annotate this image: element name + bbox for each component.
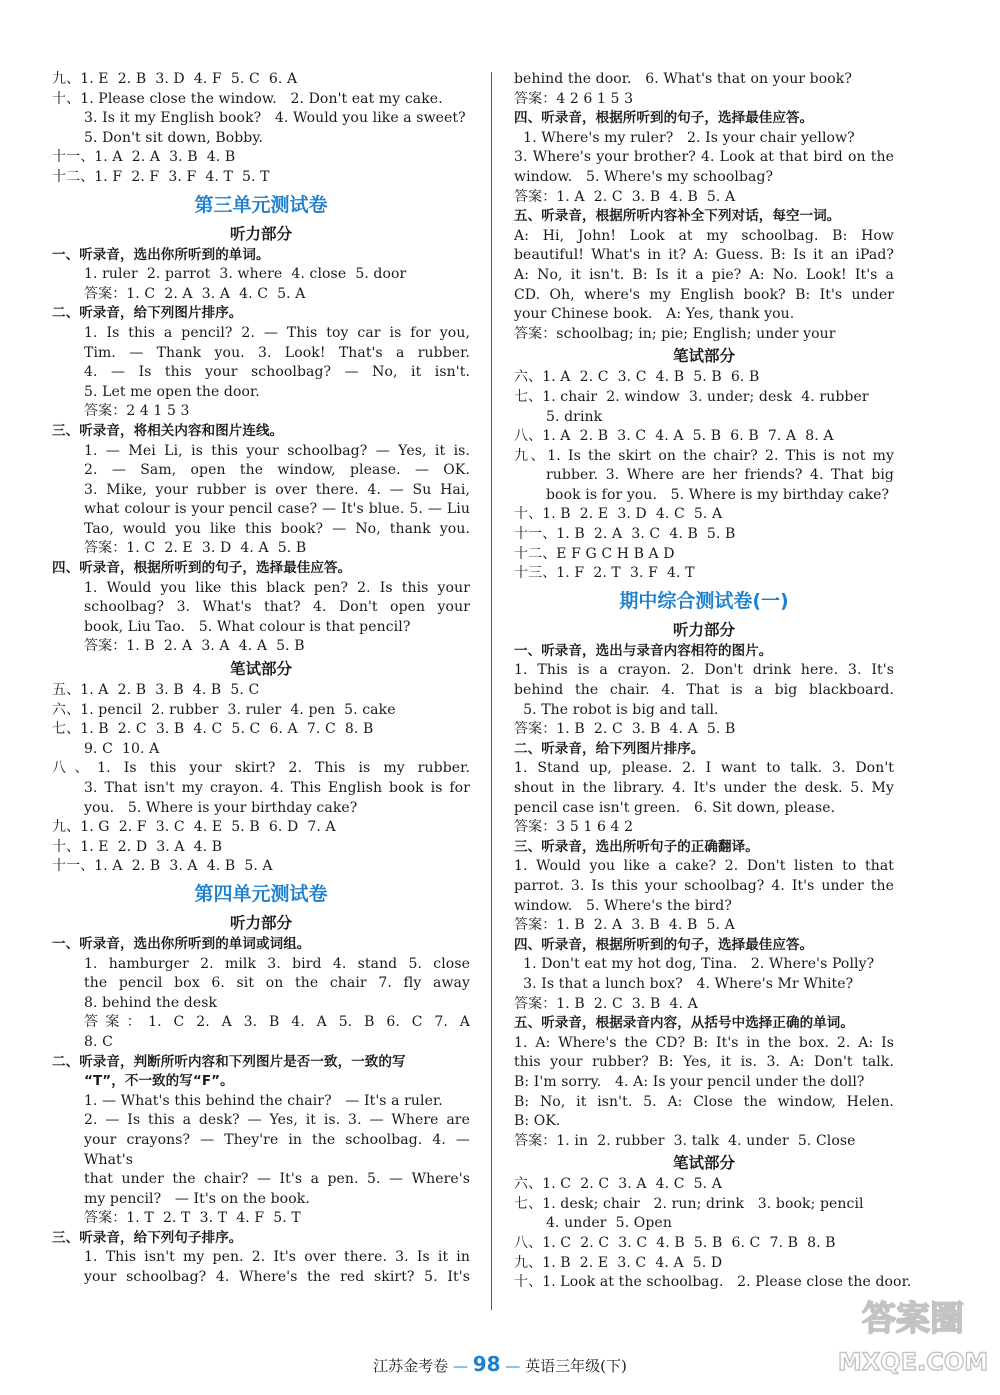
question-heading: 二、听录音，给下列图片排序。 [514,740,705,757]
section-subheading: 笔试部分 [672,347,735,366]
column-divider [491,72,492,1310]
answer-line: 九、1. G 2. F 3. C 4. E 5. B 6. D 7. A [52,819,336,836]
section-subheading: 笔试部分 [229,660,292,679]
answer-line: 答案：1. A 2. C 3. B 4. B 5. A [514,188,736,205]
answer-line: 十、1. Look at the schoolbag. 2. Please close the door. [514,1274,912,1291]
answer-line: 1. — What's this behind the chair? — It's a ruler. [84,1092,443,1109]
answer-line: 1. Would you like a cake? 2. Don't listen to that [514,858,894,875]
answer-line: 1. A: Where's the CD? B: It's in the box. 2. A: Is [514,1034,894,1051]
question-heading: 四、听录音，根据所听到的句子，选择最佳应答。 [514,936,814,953]
answer-line: 十、1. B 2. E 3. D 4. C 5. A [514,506,723,523]
answer-line: 5. Let me open the door. [84,383,260,400]
answer-line: behind the chair. 4. That is a big blackboard. [514,682,894,699]
answer-line: A: Hi, John! Look at my schoolbag. B: How [514,227,894,244]
answer-line: 八、1. A 2. B 3. C 4. A 5. B 6. B 7. A 8. A [514,428,834,445]
question-heading: 三、听录音，给下列句子排序。 [52,1229,243,1246]
section-title: 期中综合测试卷(一) [619,589,789,612]
answer-line: 十二、1. F 2. F 3. F 4. T 5. T [52,168,270,185]
page-number: 98 [472,1352,501,1376]
answer-line: 3. Where's your brother? 4. Look at that bird on the [514,149,894,166]
answer-line: 1. Don't eat my hot dog, Tina. 2. Where's Polly? [514,956,875,973]
answer-line: 答案：2 4 1 5 3 [84,403,190,420]
answer-line: parrot. 3. Is this your schoolbag? 4. It's under the [514,877,894,894]
question-heading: 五、听录音，根据录音内容，从括号中选择正确的单词。 [514,1015,854,1032]
answer-line: 4. — Is this your schoolbag? — No, it isn't. [84,364,470,381]
question-heading: 三、听录音，将相关内容和图片连线。 [52,422,284,439]
answer-line: the pencil box 6. sit on the chair 7. fly away [84,975,470,992]
answer-line: 答案：1. C 2. A 3. A 4. C 5. A [84,285,306,302]
answer-line: 5. Don't sit down, Bobby. [84,129,264,146]
answer-line: 答案：4 2 6 1 5 3 [514,90,634,107]
answer-line: 七、1. desk; chair 2. run; drink 3. book; pencil [514,1195,864,1212]
answer-line: that under the chair? — It's a pen. 5. — Where's [84,1171,470,1188]
section-subheading: 听力部分 [229,913,292,932]
answer-line: 2. — Is this a desk? — Yes, it is. 3. — Where are [84,1112,470,1129]
answer-line: 六、1. C 2. C 3. A 4. C 5. A [514,1176,722,1193]
section-title: 第四单元测试卷 [194,882,328,905]
watermark-logo [838,1285,988,1385]
answer-line: 答案：1. B 2. A 3. B 4. B 5. A [514,917,735,934]
answer-line: 十一、1. A 2. B 3. A 4. B 5. A [52,858,273,875]
watermark-cn: 答案圈 [862,1299,964,1339]
answer-line: pencil case isn't green. 6. Sit down, please. [514,799,836,816]
right-column [514,70,912,1293]
answer-line: your schoolbag? 4. Where's the red skirt? 5. It's [84,1269,470,1286]
answer-line: 9. C 10. A [84,740,160,757]
question-heading: 一、听录音，选出你所听到的单词或词组。 [52,935,311,952]
answer-line: 3. That isn't my crayon. 4. This English book is for [84,780,470,796]
answer-line: 九、1. Is the skirt on the chair? 2. This is not my [514,447,894,464]
answer-line: 答案：1. B 2. C 3. B 4. A 5. B [514,721,736,738]
answer-line: my pencil? — It's on the book. [84,1190,310,1207]
answer-line: 七、1. B 2. C 3. B 4. C 5. C 6. A 7. C 8. B [52,721,374,738]
section-title: 第三单元测试卷 [194,193,328,216]
answer-line: 答案：1. B 2. A 3. A 4. A 5. B [84,638,305,655]
question-heading: 四、听录音，根据所听到的句子，选择最佳应答。 [514,110,814,127]
answer-line: 3. Mike, your rubber is over there. 4. — Su Hai, [84,481,470,498]
answer-line: 1. — Mei Li, is this your schoolbag? — Yes, it is. [84,442,470,459]
answer-line: 答案：1. T 2. T 3. T 4. F 5. T [84,1210,301,1227]
grade-label: 英语三年级(下) [525,1357,627,1375]
answer-line: behind the door. 6. What's that on your book? [514,71,852,87]
answer-line: 答案：1. C 2. A 3. B 4. A 5. B 6. C 7. A [84,1014,470,1031]
answer-line: 十三、1. F 2. T 3. F 4. T [514,565,695,582]
answer-line: 5. drink [546,408,603,425]
answer-line: B: OK. [514,1113,561,1130]
answer-line: 八、1. Is this your skirt? 2. This is my rubber. [52,760,470,777]
answer-line: 十一、1. B 2. A 3. C 4. B 5. B [514,526,736,543]
answer-line: your Chinese book. A: Yes, thank you. [514,306,795,323]
answer-line: window. 5. Where's the bird? [514,897,732,914]
question-heading: 一、听录音，选出与录音内容相符的图片。 [514,642,773,659]
answer-line: rubber. 3. Where are her friends? 4. That big [546,467,894,484]
question-heading: 二、听录音，给下列图片排序。 [52,305,243,322]
answer-line: 5. The robot is big and tall. [514,701,719,718]
answer-line: 答案：schoolbag; in; pie; English; under your [514,325,836,342]
answer-line: Tim. — Thank you. 3. Look! That's a rubber. [84,344,470,361]
answer-line: 十、1. Please close the window. 2. Don't eat my cake. [52,90,443,107]
answer-line: beautiful! What's in it? A: Guess. B: Is it an iPad? [514,247,894,264]
answer-line: 答案：1. B 2. C 3. B 4. A [514,995,698,1012]
answer-line: your crayons? — They're in the schoolbag. 4. — What's [84,1131,470,1168]
answer-line: 1. ruler 2. parrot 3. where 4. close 5. door [84,266,407,283]
answer-line: 1. Stand up, please. 2. I want to talk. 3. Don't [514,760,894,777]
answer-line: 七、1. chair 2. window 3. under; desk 4. rubber [514,388,869,405]
answer-line: 答案：1. C 2. E 3. D 4. A 5. B [84,540,307,557]
answer-line: 八、1. C 2. C 3. C 4. B 5. B 6. C 7. B 8. B [514,1235,836,1252]
section-subheading: 听力部分 [672,620,735,639]
answer-line: window. 5. Where's my schoolbag? [514,168,774,185]
question-heading: 五、听录音，根据所听内容补全下列对话，每空一词。 [514,208,841,225]
answer-line: schoolbag? 3. What's that? 4. Don't open your [84,599,470,616]
answer-line: shout in the library. 4. It's under the desk. 5. My [514,780,894,796]
answer-line: 3. Is that a lunch box? 4. Where's Mr White? [514,975,854,992]
answer-line: A: No, it isn't. B: Is it a pie? A: No. Look! It's a [514,266,894,283]
section-subheading: 听力部分 [229,224,292,243]
answer-line: you. 5. Where is your birthday cake? [84,799,358,816]
answer-line: this your rubber? B: Yes, it is. 3. A: Don't talk. [514,1054,894,1071]
answer-line: 8. C [84,1033,113,1050]
answer-line: 五、1. A 2. B 3. B 4. B 5. C [52,682,260,699]
answer-line: 4. under 5. Open [546,1215,672,1232]
answer-line: B: I'm sorry. 4. A: Is your pencil under the doll? [514,1073,865,1090]
answer-line: 8. behind the desk [84,994,218,1011]
answer-line: 十二、E F G C H B A D [514,545,675,562]
answer-line: 十、1. E 2. D 3. A 4. B [52,838,223,855]
answer-line: 1. Would you like this black pen? 2. Is this your [84,579,470,596]
answer-line: 3. Is it my English book? 4. Would you like a sweet? [84,110,466,127]
question-heading: 一、听录音，选出你所听到的单词。 [52,246,270,263]
answer-line: 答案：1. in 2. rubber 3. talk 4. under 5. Close [514,1132,856,1149]
answer-line: 1. This isn't my pen. 2. It's over there. 3. Is it in [84,1249,470,1266]
answer-line: B: No, it isn't. 5. A: Close the window, Helen. [514,1093,894,1110]
watermark-en: MXQE.COM [838,1348,988,1376]
question-heading: “T”，不一致的写“F”。 [84,1073,234,1090]
answer-line: 1. Where's my ruler? 2. Is your chair yellow? [514,129,855,146]
answer-line: book, Liu Tao. 5. What colour is that pencil? [84,618,411,635]
answer-line: 九、1. B 2. E 3. C 4. A 5. D [514,1254,723,1271]
question-heading: 四、听录音，根据所听到的句子，选择最佳应答。 [52,560,352,577]
answer-line: book is for you. 5. Where is my birthday cake? [546,486,890,503]
answer-line: 十一、1. A 2. A 3. B 4. B [52,149,236,166]
answer-line: 九、1. E 2. B 3. D 4. F 5. C 6. A [52,71,298,87]
answer-line: 1. Is this a pencil? 2. — This toy car is for you, [84,324,470,341]
section-subheading: 笔试部分 [672,1154,735,1173]
question-heading: 二、听录音，判断所听内容和下列图片是否一致，一致的写 [52,1053,406,1070]
answer-line: 六、1. A 2. C 3. C 4. B 5. B 6. B [514,369,760,386]
answer-line: 1. This is a crayon. 2. Don't drink here. 3. It's [514,662,894,679]
page-footer: 江苏金考卷 — 98 — 英语三年级(下) [373,1352,627,1376]
answer-line: 答案：3 5 1 6 4 2 [514,819,634,836]
answer-line: Tao, would you like this book? — No, thank you. [84,520,470,537]
answer-line: CD. Oh, where's my English book? B: It's under [514,286,894,303]
answer-line: 2. — Sam, open the window, please. — OK. [84,462,470,479]
answer-line: 1. hamburger 2. milk 3. bird 4. stand 5. close [84,955,470,972]
answer-line: 六、1. pencil 2. rubber 3. ruler 4. pen 5. cake [52,701,396,718]
question-heading: 三、听录音，选出所听句子的正确翻译。 [514,838,759,855]
book-title: 江苏金考卷 [373,1357,449,1375]
left-column [52,70,470,1288]
answer-line: what colour is your pencil case? — It's blue. 5. — Liu [84,501,470,518]
